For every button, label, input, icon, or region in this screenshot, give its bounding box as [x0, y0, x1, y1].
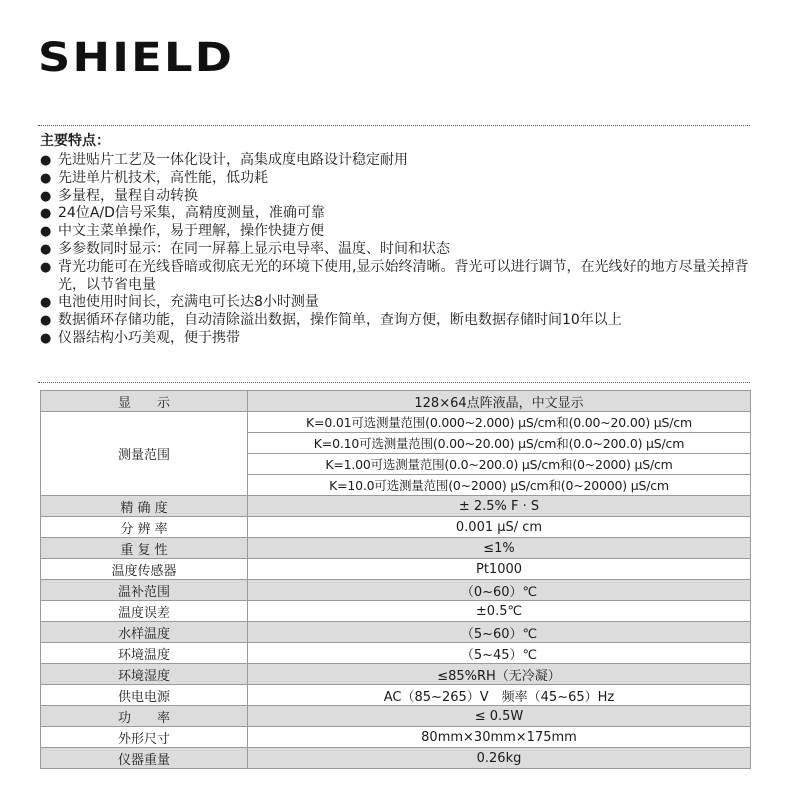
spec-value: 80mm×30mm×175mm [248, 727, 751, 748]
spec-value: K=0.10可选测量范围(0.00~20.00) μS/cm和(0.0~200.0) μS/cm [248, 433, 751, 454]
spec-value: AC（85~265）V 频率（45~65）Hz [248, 685, 751, 706]
feature-item [40, 241, 750, 259]
features-section [40, 131, 750, 348]
spec-label: 环境温度 [41, 643, 248, 664]
bullet-icon: ● [40, 330, 52, 346]
table-row [41, 601, 751, 622]
table-row [41, 643, 751, 664]
shield-logo: SHIELD [38, 35, 235, 81]
table-row [41, 622, 751, 643]
spec-value: K=0.01可选测量范围(0.000~2.000) μS/cm和(0.00~20.00) μS/cm [248, 412, 751, 433]
table-row [41, 727, 751, 748]
spec-value: 0.26kg [248, 748, 751, 769]
feature-item [40, 330, 750, 348]
feature-item [40, 312, 750, 330]
spec-value: 128×64点阵液晶，中文显示 [248, 391, 751, 412]
feature-text: 数据循环存储功能，自动清除溢出数据，操作简单，查询方便，断电数据存储时间10年以上 [58, 312, 622, 329]
feature-item [40, 188, 750, 206]
bullet-icon: ● [40, 313, 52, 329]
bullet-icon: ● [40, 170, 52, 186]
spec-value: 0.001 μS/ cm [248, 517, 751, 538]
spec-label: 显 示 [41, 391, 248, 412]
spec-label: 温度误差 [41, 601, 248, 622]
spec-label: 精 确 度 [41, 496, 248, 517]
bullet-icon: ● [40, 259, 52, 275]
spec-value: Pt1000 [248, 559, 751, 580]
spec-value: ≤1% [248, 538, 751, 559]
feature-item [40, 152, 750, 170]
feature-text: 电池使用时间长，充满电可长达8小时测量 [58, 294, 319, 311]
spec-value: （5~60）℃ [248, 622, 751, 643]
dotted-divider-bottom [38, 382, 750, 383]
bullet-icon: ● [40, 295, 52, 311]
spec-label: 外形尺寸 [41, 727, 248, 748]
feature-item [40, 259, 750, 295]
feature-item [40, 170, 750, 188]
spec-label: 水样温度 [41, 622, 248, 643]
table-row [41, 517, 751, 538]
spec-label: 分 辨 率 [41, 517, 248, 538]
features-title: 主要特点： [40, 133, 110, 149]
feature-item [40, 294, 750, 312]
feature-text: 24位A/D信号采集，高精度测量，准确可靠 [58, 205, 325, 222]
spec-label: 测量范围 [41, 412, 248, 496]
feature-item [40, 205, 750, 223]
feature-text: 先进单片机技术，高性能，低功耗 [58, 169, 268, 186]
spec-value: （0~60）℃ [248, 580, 751, 601]
spec-label: 供电电源 [41, 685, 248, 706]
feature-text: 先进贴片工艺及一体化设计，高集成度电路设计稳定耐用 [58, 152, 408, 168]
spec-value: K=10.0可选测量范围(0~2000) μS/cm和(0~20000) μS/cm [248, 475, 751, 496]
spec-label: 仪器重量 [41, 748, 248, 769]
dotted-divider-top [38, 125, 750, 126]
table-row [41, 685, 751, 706]
feature-text: 多量程，量程自动转换 [58, 187, 198, 204]
spec-value: ≤ 0.5W [248, 706, 751, 727]
spec-label: 温度传感器 [41, 559, 248, 580]
feature-item [40, 223, 750, 241]
table-row [41, 664, 751, 685]
spec-label: 温补范围 [41, 580, 248, 601]
bullet-icon: ● [40, 241, 52, 257]
table-row [41, 538, 751, 559]
table-row [41, 391, 751, 412]
bullet-icon: ● [40, 224, 52, 240]
table-row [41, 580, 751, 601]
feature-text: 背光功能可在光线昏暗或彻底无光的环境下使用,显示始终清晰。背光可以进行调节，在光线好的地方尽量关掉背光，以节省电量 [58, 258, 749, 293]
spec-value: （5~45）℃ [248, 643, 751, 664]
bullet-icon: ● [40, 188, 52, 204]
features-list [40, 152, 750, 348]
spec-value: K=1.00可选测量范围(0.0~200.0) μS/cm和(0~2000) μS/cm [248, 454, 751, 475]
table-row [41, 496, 751, 517]
spec-value: ± 2.5% F · S [248, 496, 751, 517]
spec-value: ≤85%RH（无冷凝） [248, 664, 751, 685]
table-row [41, 706, 751, 727]
table-row [41, 412, 751, 433]
bullet-icon: ● [40, 206, 52, 222]
bullet-icon: ● [40, 153, 52, 168]
table-row [41, 748, 751, 769]
spec-label: 重 复 性 [41, 538, 248, 559]
feature-text: 中文主菜单操作，易于理解，操作快捷方便 [58, 223, 324, 240]
feature-text: 多参数同时显示：在同一屏幕上显示电导率、温度、时间和状态 [58, 240, 450, 257]
spec-value: ±0.5℃ [248, 601, 751, 622]
feature-text: 仪器结构小巧美观，便于携带 [58, 329, 240, 346]
spec-table [40, 390, 751, 769]
spec-label: 功 率 [41, 706, 248, 727]
spec-label: 环境湿度 [41, 664, 248, 685]
table-row [41, 559, 751, 580]
